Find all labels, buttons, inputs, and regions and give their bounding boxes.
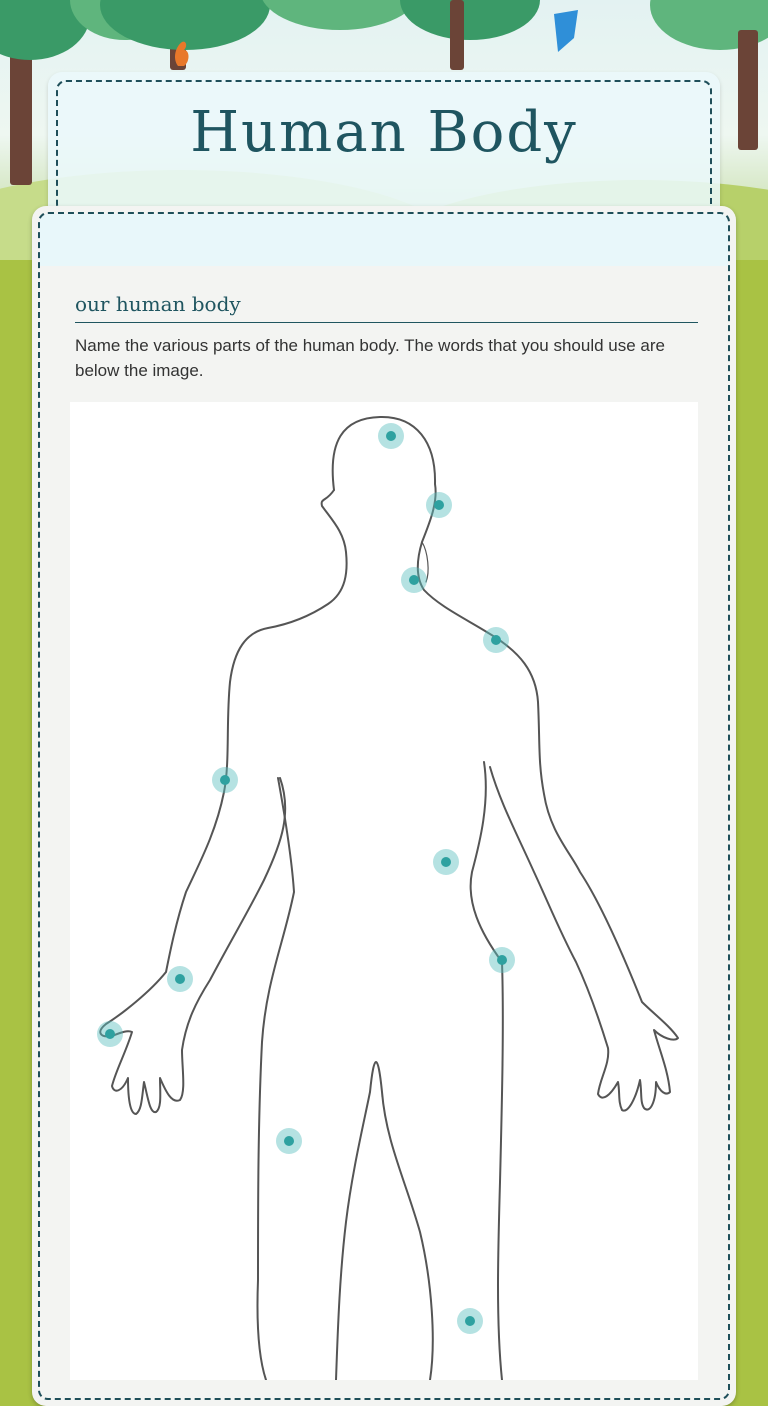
hotspot-wrist-left[interactable] xyxy=(167,966,193,992)
hotspot-fingers[interactable] xyxy=(97,1021,123,1047)
hotspot-head[interactable] xyxy=(378,423,404,449)
hotspot-thigh[interactable] xyxy=(276,1128,302,1154)
hotspot-hip[interactable] xyxy=(433,849,459,875)
body-outline-drawing xyxy=(70,402,698,1380)
instructions-text: Name the various parts of the human body. The words that you should use are below the image. xyxy=(75,336,665,380)
hotspot-neck[interactable] xyxy=(401,567,427,593)
hotspot-elbow[interactable] xyxy=(212,767,238,793)
page-title: Human Body xyxy=(190,100,578,165)
section-title: our human body xyxy=(75,292,698,323)
hotspot-shoulder[interactable] xyxy=(483,627,509,653)
squirrel-icon xyxy=(170,36,194,70)
body-diagram xyxy=(70,402,698,1380)
hotspot-wrist-right[interactable] xyxy=(489,947,515,973)
kite-icon xyxy=(548,8,588,58)
title-card xyxy=(48,72,720,222)
hotspot-knee[interactable] xyxy=(457,1308,483,1334)
hotspot-ear[interactable] xyxy=(426,492,452,518)
